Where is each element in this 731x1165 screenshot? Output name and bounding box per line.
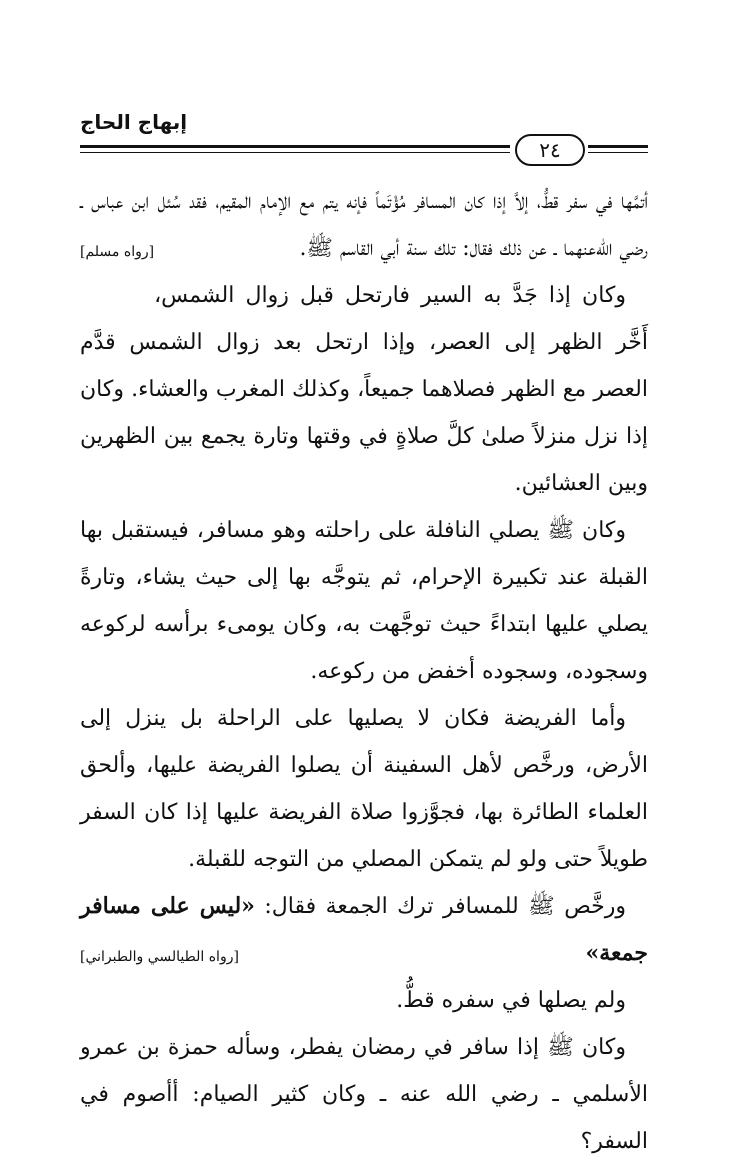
paragraph bbox=[80, 178, 648, 272]
paragraph: وكان ﷺ إذا سافر في رمضان يفطر، وسأله حمزة بن عمرو الأسلمي ـ رضي الله عنه ـ وكان كثير الصيام: أأصوم في السفر؟ bbox=[80, 1035, 648, 1154]
header-rule bbox=[80, 152, 510, 153]
paragraph: وأما الفريضة فكان لا يصليها على الراحلة بل ينزل إلى الأرض، ورخَّص لأهل السفينة أن يصلوا الفريضة عليها، وألحق العلماء الطائرة بها، فجوَّزوا صلاة الفريضة عليها إذا كان السفر طويلاً حتى ولو لم يتمكن المصلي من التوجه للقبلة. bbox=[80, 706, 648, 872]
paragraph-text: ورخَّص ﷺ للمسافر ترك الجمعة فقال: bbox=[254, 894, 626, 919]
paragraph-text: أتمَّها في سفر قطُّ، إلاَّ إذا كان المسافر مُؤْتَماً فإنه يتم مع الإمام المقيم، فقد سُئل ابن عباس ـ رضي الله‌عنهما ـ عن ذلك فقال: تلك سنة أبي القاسم ﷺ. bbox=[80, 189, 648, 261]
citation: [رواه مسلم] bbox=[80, 244, 155, 260]
hadith-quote: «ليس على مسافر جمعة» bbox=[80, 893, 648, 966]
citation: [رواه الطيالسي والطبراني] bbox=[80, 949, 239, 965]
paragraph: وكان إذا جَدَّ به السير فارتحل قبل زوال الشمس، أَخَّر الظهر إلى العصر، وإذا ارتحل بعد زوال الشمس قدَّم العصر مع الظهر فصلاهما جميعاً، وكذلك المغرب والعشاء. وكان إذا نزل منزلاً صلىٰ كلَّ صلاةٍ في وقتها وتارة يجمع بين الظهرين وبين العشائين. bbox=[80, 283, 648, 496]
page-number: ٢٤ bbox=[515, 134, 585, 166]
header-rule bbox=[80, 145, 510, 148]
body-text bbox=[80, 178, 648, 1165]
paragraph: وكان ﷺ يصلي النافلة على راحلته وهو مسافر، فيستقبل بها القبلة عند تكبيرة الإحرام، ثم يتوجَّه بها إلى حيث يشاء، وتارةً يصلي عليها ابتداءً حيث توجَّهت به، وكان يومىء برأسه لركوعه وسجوده، وسجوده أخفض من ركوعه. bbox=[80, 518, 648, 684]
paragraph bbox=[80, 883, 648, 977]
paragraph: ولم يصلها في سفره قطُّ. bbox=[396, 988, 626, 1013]
running-title: إبهاج الحاج bbox=[80, 110, 188, 134]
header-rule bbox=[588, 145, 648, 148]
header-rule bbox=[588, 152, 648, 153]
